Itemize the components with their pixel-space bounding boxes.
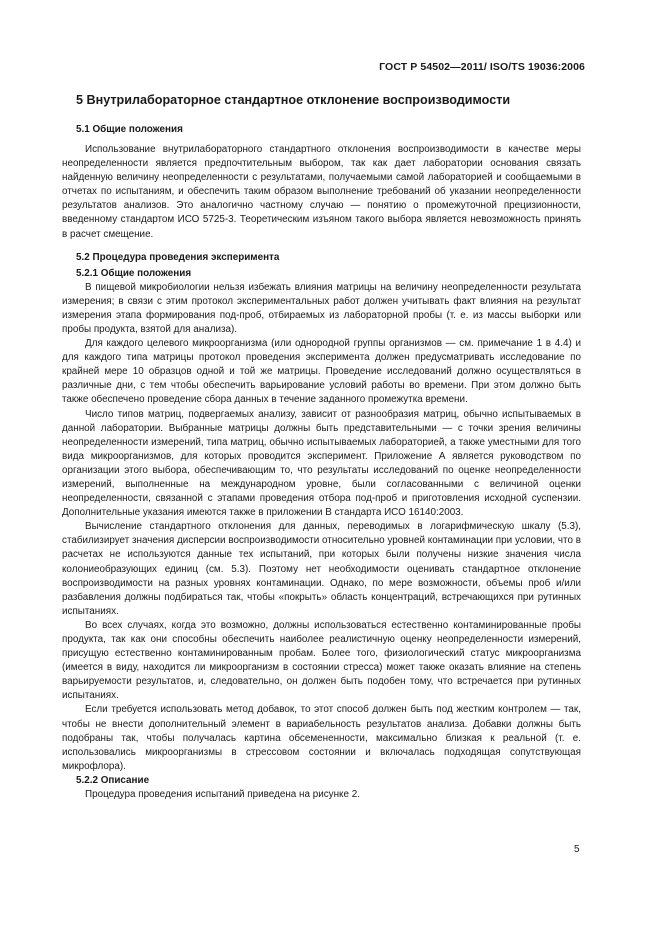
paragraph-5-2-1-e: Во всех случаях, когда это возможно, должны использоваться естественно контаминированные пробы продукта, так как они способны обеспечить наиболее реалистичную оценку неопределенности измерений, присущую естественно контаминированным пробам. Более того, физиологический статус микроорганизма (имеется в виду, находится ли микроорганизм в состоянии стресса) может также оказать влияние на степень варьируемости результатов, и, следовательно, он должен быть подобен тому, что встречается при рутинных испытаниях. — [62, 619, 581, 702]
paragraph-5-1: Использование внутрилабораторного стандартного отклонения воспроизводимости в качестве меры неопределенности является предпочтительным выбором, так как дает лаборатории основания связать найденную величину неопределенности с результатами, получаемыми самой лабораторией и сообщаемыми в отчетах по испытаниям, и обеспечить таким образом выполнение требований об указании неопределенности результатов анализов. Это аналогично частному случаю — понятию о промежуточной прецизионности, введенному стандартом ИСО 5725-3. Теоретическим изъяном такого выбора является невозможность принять в расчет смещение. — [62, 144, 581, 240]
section-5-title: 5 Внутрилабораторное стандартное отклонение воспроизводимости — [76, 93, 511, 107]
paragraph-5-2-2: Процедура проведения испытаний приведена на рисунке 2. — [85, 788, 360, 800]
page-content — [62, 92, 581, 802]
standard-code-header: ГОСТ Р 54502—2011/ ISO/TS 19036:2006 — [379, 61, 585, 73]
paragraph-5-2-1-b: Для каждого целевого микроорганизма (или однородной группы организмов — см. примечание 1 в 4.4) и для каждого типа матрицы протокол проведения эксперимента должен предусматривать исследование по крайней мере 10 образцов одной и той же матрицы. Проведение исследований должно осуществляться в различные дни, с тем чтобы обеспечить варьирование условий работы во времени. При этом должно быть также обеспечено проведение сбора данных в течение заданного промежутка времени. — [62, 338, 581, 406]
section-5-2-title: 5.2 Процедура проведения эксперимента — [76, 251, 280, 263]
paragraph-5-2-1-f: Если требуется использовать метод добавок, то этот способ должен быть под жестким контролем — так, чтобы не внести дополнительный элемент в вариабельность результатов анализа. Добавки должны быть подобраны так, чтобы получалась картина обсемененности, максимально близкая к реальной (т. е. использовались микроорганизмы в стрессовом состоянии и включалась подходящая сопутствующая микрофлора). — [62, 704, 581, 772]
section-5-1-title: 5.1 Общие положения — [76, 124, 183, 135]
section-5-2-1-title: 5.2.1 Общие положения — [76, 267, 192, 279]
paragraph-5-2-1-d: Вычисление стандартного отклонения для данных, переводимых в логарифмическую шкалу (5.3), стабилизирует значения дисперсии воспроизводимости относительно уровней контаминации при условии, что в расчетах не используются данные тех испытаний, при которых были получены низкие значения числа колониеобразующих единиц (см. 5.3). Поэтому нет необходимости оценивать стандартное отклонение воспроизводимости на разных уровнях контаминации. Однако, по мере возможности, объемы проб и/или разбавления должны подбираться так, чтобы «покрыть» область концентраций, встречающихся при рутинных испытаниях. — [62, 521, 581, 617]
section-5-2-2-title: 5.2.2 Описание — [76, 774, 150, 786]
paragraph-5-2-1-c: Число типов матриц, подвергаемых анализу, зависит от разнообразия матриц, обычно испытываемых в данной лаборатории. Выбранные матрицы должны быть представительными — с точки зрения величины неопределенности измерений, типа матриц, обычно испытываемых лабораторией, а также уместными для того вида микроорганизмов, для которых проводится эксперимент. Приложение А является руководством по организации этого выбора, обеспечивающим то, что результаты исследований по оценке неопределенности измерений, выполненные на международном уровне, были согласованными с величиной оценки неопределенности, связанной с этапами проведения отбора под-проб и приготовления исходной суспензии. Дополнительные указания имеются также в приложении В стандарта ИСО 16140:2003. — [62, 408, 581, 519]
page-number: 5 — [574, 844, 580, 855]
paragraph-5-2-1-a: В пищевой микробиологии нельзя избежать влияния матрицы на величину неопределенности результата измерения; в связи с этим протокол экспериментальных работ должен учитывать факт влияния на результат измерения этапа формирования под-проб, отбираемых из лабораторной пробы (т. е. из массы выборки или пробы продукта, взятой для анализа). — [62, 281, 581, 335]
